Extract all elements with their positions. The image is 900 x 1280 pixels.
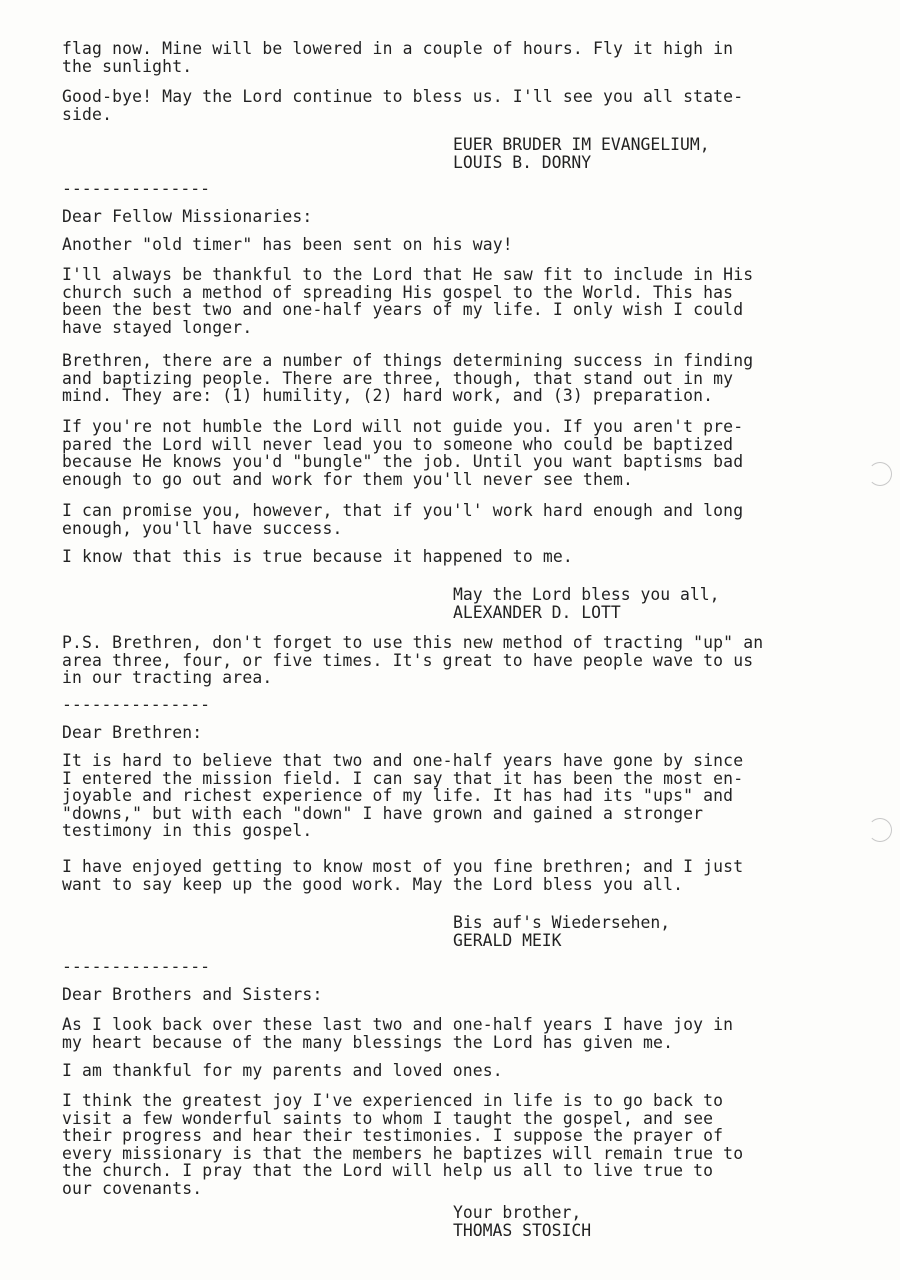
- letter2-paragraph-3: Brethren, there are a number of things determining success in finding and baptizing people. There are three, though, that stand out in my mind. They are: (1) humility, (2) hard work, and (3) preparation.: [62, 351, 754, 406]
- letter2-paragraph-1: Another "old timer" has been sent on his way!: [62, 235, 513, 254]
- divider-1: ---------------: [62, 179, 211, 198]
- letter3-paragraph-1: It is hard to believe that two and one-half years have gone by since I entered the mission field. I can say that it has been the most en- joyable and richest experience of my life. It has had its "ups" and "downs," but with each "down" I have grown and gained a stronger testimony in this gospel.: [62, 751, 744, 841]
- letter1-closing: EUER BRUDER IM EVANGELIUM, LOUIS B. DORNY: [453, 135, 710, 172]
- letter4-salutation: Dear Brothers and Sisters:: [62, 985, 323, 1004]
- letter4-paragraph-2: I am thankful for my parents and loved ones.: [62, 1061, 503, 1080]
- letter4-paragraph-3: I think the greatest joy I've experienced in life is to go back to visit a few wonderful saints to whom I taught the gospel, and see their progress and hear their testimonies. I suppose the prayer of every missionary is that the members he baptizes will remain true to the church. I pray that the Lord will help us all to live true to our covenants.: [62, 1091, 744, 1198]
- letter2-paragraph-2: I'll always be thankful to the Lord that He saw fit to include in His church such a method of spreading His gospel to the World. This has been the best two and one-half years of my life. I only wish I could have stayed longer.: [62, 265, 754, 337]
- letter2-closing: May the Lord bless you all, ALEXANDER D. LOTT: [453, 585, 720, 622]
- letter2-paragraph-5: I can promise you, however, that if you'l' work hard enough and long enough, you'll have success.: [62, 501, 744, 538]
- letter2-salutation: Dear Fellow Missionaries:: [62, 207, 313, 226]
- letter4-closing: Your brother, THOMAS STOSICH: [453, 1203, 592, 1240]
- letter4-paragraph-1: As I look back over these last two and one-half years I have joy in my heart because of the many blessings the Lord has given me.: [62, 1015, 734, 1052]
- letter3-closing: Bis auf's Wiedersehen, GERALD MEIK: [453, 913, 671, 950]
- letter2-postscript: P.S. Brethren, don't forget to use this new method of tracting "up" an area three, four, or five times. It's great to have people wave to us in our tracting area.: [62, 633, 764, 688]
- divider-3: ---------------: [62, 957, 211, 976]
- letter2-paragraph-4: If you're not humble the Lord will not guide you. If you aren't pre- pared the Lord will never lead you to someone who could be baptized because He knows you'd "bungle" the job. Until you want baptisms bad enough to go out and work for them you'll never see them.: [62, 417, 744, 489]
- punch-hole-mark: [868, 462, 892, 486]
- letter2-paragraph-6: I know that this is true because it happened to me.: [62, 547, 573, 566]
- letter1-paragraph-1: flag now. Mine will be lowered in a couple of hours. Fly it high in the sunlight.: [62, 39, 734, 76]
- punch-hole-mark: [868, 818, 892, 842]
- letter1-paragraph-2: Good-bye! May the Lord continue to bless us. I'll see you all state- side.: [62, 87, 744, 124]
- divider-2: ---------------: [62, 695, 211, 714]
- letter3-salutation: Dear Brethren:: [62, 723, 203, 742]
- letter3-paragraph-2: I have enjoyed getting to know most of you fine brethren; and I just want to say keep up the good work. May the Lord bless you all.: [62, 857, 744, 894]
